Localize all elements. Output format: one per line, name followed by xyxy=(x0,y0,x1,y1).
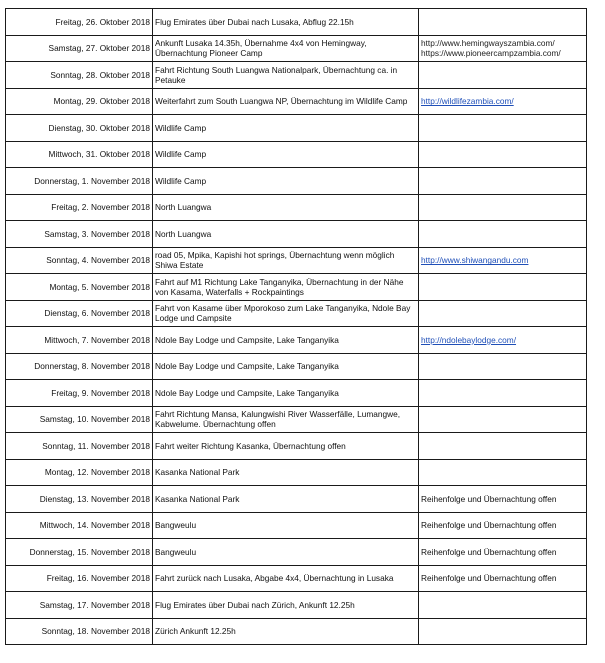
table-row xyxy=(6,539,587,566)
info-cell xyxy=(419,194,587,221)
info-cell xyxy=(419,88,587,115)
plan-cell: Wildlife Camp xyxy=(153,141,419,168)
date-cell: Montag, 5. November 2018 xyxy=(6,274,153,301)
date-cell: Samstag, 10. November 2018 xyxy=(6,406,153,433)
plan-cell: Ndole Bay Lodge und Campsite, Lake Tanganyika xyxy=(153,327,419,354)
info-cell xyxy=(419,565,587,592)
date-cell: Donnerstag, 8. November 2018 xyxy=(6,353,153,380)
date-cell: Dienstag, 30. Oktober 2018 xyxy=(6,115,153,142)
info-cell xyxy=(419,618,587,645)
plan-cell: Wildlife Camp xyxy=(153,115,419,142)
date-cell: Dienstag, 13. November 2018 xyxy=(6,486,153,513)
date-cell: Freitag, 16. November 2018 xyxy=(6,565,153,592)
itinerary-table xyxy=(5,8,587,645)
table-row xyxy=(6,618,587,645)
plan-cell: Kasanka National Park xyxy=(153,459,419,486)
date-cell: Sonntag, 11. November 2018 xyxy=(6,433,153,460)
website-link[interactable]: http://ndolebaylodge.com/ xyxy=(421,334,517,345)
info-cell xyxy=(419,141,587,168)
info-cell xyxy=(419,221,587,248)
plan-cell: Bangweulu xyxy=(153,512,419,539)
table-row xyxy=(6,247,587,274)
table-row xyxy=(6,141,587,168)
date-cell: Freitag, 2. November 2018 xyxy=(6,194,153,221)
table-row xyxy=(6,486,587,513)
table-row xyxy=(6,353,587,380)
plan-cell: North Luangwa xyxy=(153,194,419,221)
date-cell: Montag, 29. Oktober 2018 xyxy=(6,88,153,115)
date-cell: Samstag, 27. Oktober 2018 xyxy=(6,35,153,62)
info-cell xyxy=(419,35,587,62)
plan-cell: Ankunft Lusaka 14.35h, Übernahme 4x4 von Hemingway, Übernachtung Pioneer Camp xyxy=(153,35,419,62)
table-row xyxy=(6,221,587,248)
table-row xyxy=(6,194,587,221)
table-row xyxy=(6,88,587,115)
date-cell: Sonntag, 4. November 2018 xyxy=(6,247,153,274)
info-cell xyxy=(419,592,587,619)
table-row xyxy=(6,35,587,62)
table-row xyxy=(6,459,587,486)
plan-cell: Fahrt zurück nach Lusaka, Abgabe 4x4, Übernachtung in Lusaka xyxy=(153,565,419,592)
table-row xyxy=(6,380,587,407)
plan-cell: Zürich Ankunft 12.25h xyxy=(153,618,419,645)
info-cell xyxy=(419,486,587,513)
date-cell: Montag, 12. November 2018 xyxy=(6,459,153,486)
plan-cell: Fahrt von Kasame über Mporokoso zum Lake Tanganyika, Ndole Bay Lodge und Campsite xyxy=(153,300,419,327)
date-cell: Freitag, 9. November 2018 xyxy=(6,380,153,407)
info-cell xyxy=(419,300,587,327)
website-url: https://www.pioneercampzambia.com/ xyxy=(421,48,561,59)
table-row xyxy=(6,62,587,89)
info-cell xyxy=(419,406,587,433)
table-row xyxy=(6,300,587,327)
date-cell: Samstag, 3. November 2018 xyxy=(6,221,153,248)
date-cell: Donnerstag, 1. November 2018 xyxy=(6,168,153,195)
table-row xyxy=(6,592,587,619)
info-cell xyxy=(419,459,587,486)
plan-cell: Ndole Bay Lodge und Campsite, Lake Tanganyika xyxy=(153,353,419,380)
info-cell xyxy=(419,433,587,460)
date-cell: Mittwoch, 31. Oktober 2018 xyxy=(6,141,153,168)
table-row xyxy=(6,168,587,195)
date-cell: Sonntag, 28. Oktober 2018 xyxy=(6,62,153,89)
plan-cell: Bangweulu xyxy=(153,539,419,566)
plan-cell: road 05, Mpika, Kapishi hot springs, Übernachtung wenn möglich Shiwa Estate xyxy=(153,247,419,274)
info-cell xyxy=(419,327,587,354)
plan-cell: Kasanka National Park xyxy=(153,486,419,513)
date-cell: Mittwoch, 7. November 2018 xyxy=(6,327,153,354)
date-cell: Dienstag, 6. November 2018 xyxy=(6,300,153,327)
table-row xyxy=(6,433,587,460)
note-text: Reihenfolge und Übernachtung offen xyxy=(421,493,557,504)
date-cell: Freitag, 26. Oktober 2018 xyxy=(6,9,153,36)
plan-cell: Fahrt Richtung South Luangwa Nationalpark, Übernachtung ca. in Petauke xyxy=(153,62,419,89)
plan-cell: Ndole Bay Lodge und Campsite, Lake Tanganyika xyxy=(153,380,419,407)
info-cell xyxy=(419,9,587,36)
plan-cell: Fahrt weiter Richtung Kasanka, Übernachtung offen xyxy=(153,433,419,460)
info-cell xyxy=(419,539,587,566)
plan-cell: Fahrt Richtung Mansa, Kalungwishi River Wasserfälle, Lumangwe, Kabwelume. Übernachtung offen xyxy=(153,406,419,433)
plan-cell: Flug Emirates über Dubai nach Lusaka, Abflug 22.15h xyxy=(153,9,419,36)
table-row xyxy=(6,565,587,592)
info-cell xyxy=(419,274,587,301)
info-cell xyxy=(419,115,587,142)
table-row xyxy=(6,406,587,433)
table-row xyxy=(6,9,587,36)
website-url: http://www.hemingwayszambia.com/ xyxy=(421,38,555,49)
info-cell xyxy=(419,380,587,407)
table-row xyxy=(6,274,587,301)
plan-cell: North Luangwa xyxy=(153,221,419,248)
info-cell xyxy=(419,247,587,274)
note-text: Reihenfolge und Übernachtung offen xyxy=(421,520,557,531)
itinerary-body xyxy=(6,9,587,645)
info-cell xyxy=(419,168,587,195)
plan-cell: Weiterfahrt zum South Luangwa NP, Übernachtung im Wildlife Camp xyxy=(153,88,419,115)
table-row xyxy=(6,115,587,142)
plan-cell: Fahrt auf M1 Richtung Lake Tanganyika, Übernachtung in der Nähe von Kasama, Waterfalls + Rockpaintings xyxy=(153,274,419,301)
note-text: Reihenfolge und Übernachtung offen xyxy=(421,573,557,584)
plan-cell: Wildlife Camp xyxy=(153,168,419,195)
date-cell: Donnerstag, 15. November 2018 xyxy=(6,539,153,566)
info-cell xyxy=(419,512,587,539)
date-cell: Samstag, 17. November 2018 xyxy=(6,592,153,619)
date-cell: Mittwoch, 14. November 2018 xyxy=(6,512,153,539)
info-cell xyxy=(419,353,587,380)
table-row xyxy=(6,327,587,354)
info-cell xyxy=(419,62,587,89)
note-text: Reihenfolge und Übernachtung offen xyxy=(421,546,557,557)
website-link[interactable]: http://www.shiwangandu.com xyxy=(421,255,529,266)
date-cell: Sonntag, 18. November 2018 xyxy=(6,618,153,645)
website-link[interactable]: http://wildlifezambia.com/ xyxy=(421,96,514,107)
table-row xyxy=(6,512,587,539)
plan-cell: Flug Emirates über Dubai nach Zürich, Ankunft 12.25h xyxy=(153,592,419,619)
